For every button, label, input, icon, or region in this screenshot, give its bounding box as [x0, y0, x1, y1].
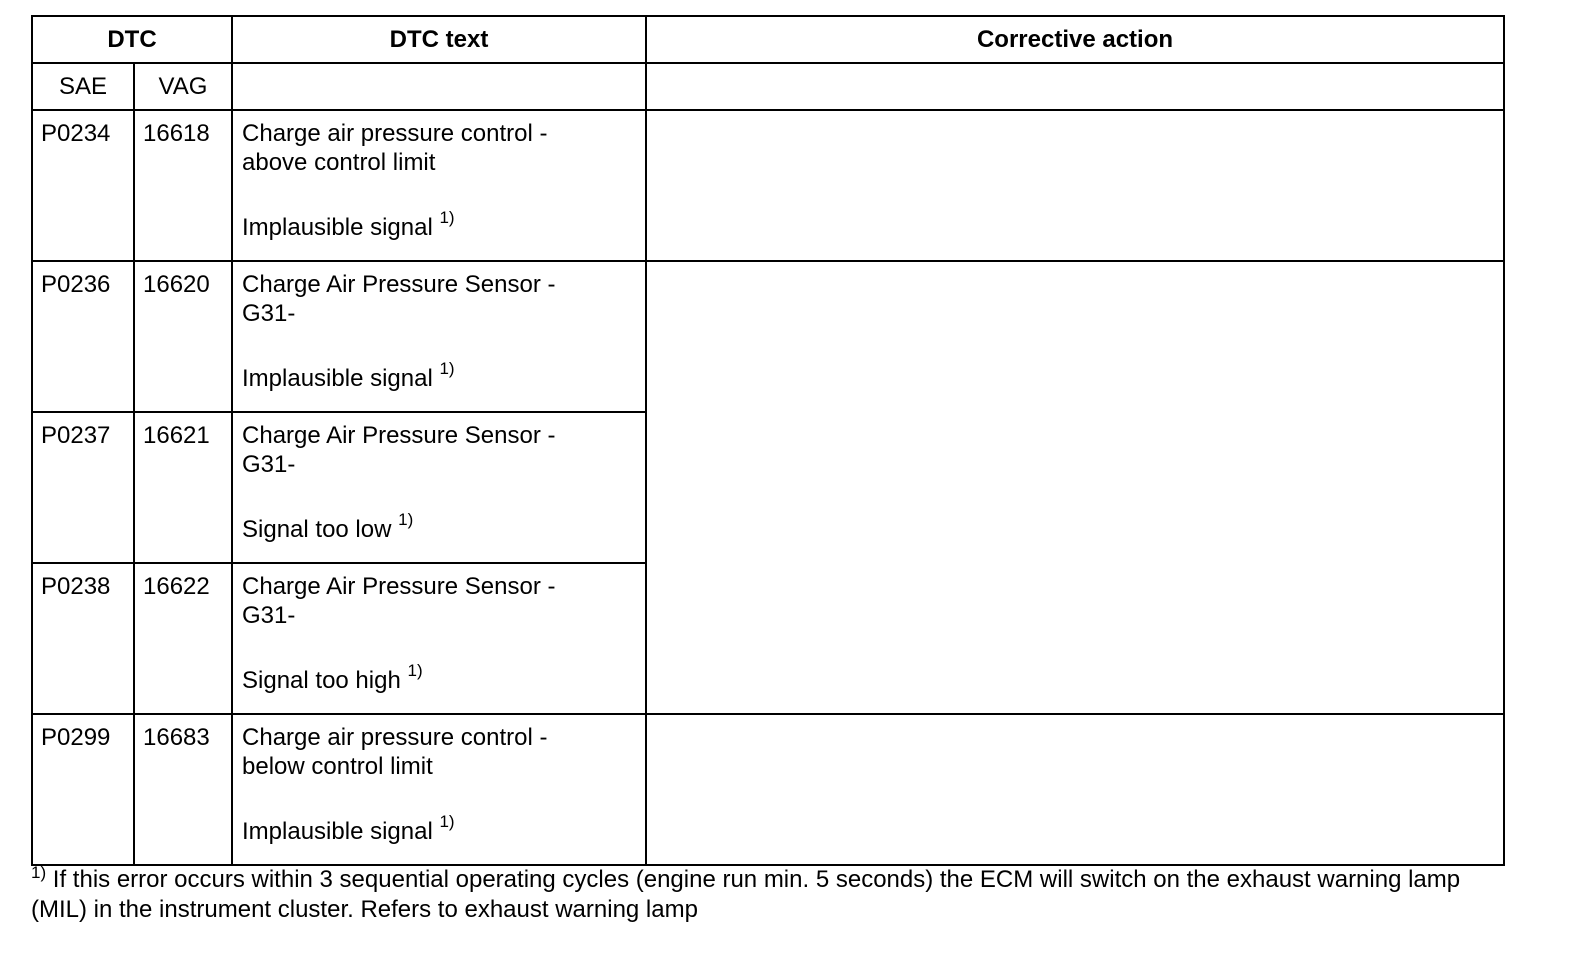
table-row [32, 261, 1504, 412]
header-sae: SAE [32, 63, 134, 110]
dtc-description [232, 110, 646, 261]
corrective-action-cell [646, 714, 1504, 865]
dtc-description [232, 714, 646, 865]
dtc-status: Implausible signal [242, 214, 440, 241]
vag-code: 16621 [134, 412, 232, 563]
dtc-status: Implausible signal [242, 365, 440, 392]
header-dtc-text: DTC text [232, 16, 646, 63]
footnote-ref: 1) [439, 812, 455, 831]
footnote-marker: 1) [31, 863, 47, 882]
corrective-action-cell [646, 110, 1504, 261]
footnote-ref: 1) [407, 661, 423, 680]
sae-code: P0299 [32, 714, 134, 865]
footnote [31, 865, 1491, 925]
table-row [32, 714, 1504, 865]
header-dtc: DTC [32, 16, 232, 63]
dtc-status-line [242, 510, 637, 544]
corrective-action-cell [646, 261, 1504, 714]
header-corrective-action: Corrective action [646, 16, 1504, 63]
footnote-ref: 1) [398, 510, 414, 529]
dtc-status-line [242, 359, 637, 393]
dtc-text-line: above control limit [242, 149, 436, 176]
vag-code: 16683 [134, 714, 232, 865]
footnote-ref: 1) [439, 208, 455, 227]
dtc-status-line [242, 661, 637, 695]
dtc-text-line: G31- [242, 602, 296, 629]
dtc-text-line: Charge Air Pressure Sensor - [242, 271, 556, 298]
sae-code: P0237 [32, 412, 134, 563]
dtc-status-line [242, 208, 637, 242]
header-action-blank [646, 63, 1504, 110]
dtc-description [232, 563, 646, 714]
dtc-text-line: Charge air pressure control - [242, 120, 548, 147]
vag-code: 16620 [134, 261, 232, 412]
vag-code: 16622 [134, 563, 232, 714]
header-dtc-text-blank [232, 63, 646, 110]
dtc-text-line: G31- [242, 300, 296, 327]
dtc-text-line: G31- [242, 451, 296, 478]
dtc-description [232, 412, 646, 563]
vag-code: 16618 [134, 110, 232, 261]
dtc-status: Implausible signal [242, 818, 440, 845]
dtc-status-line [242, 812, 637, 846]
dtc-text-line: below control limit [242, 753, 433, 780]
dtc-description [232, 261, 646, 412]
footnote-ref: 1) [439, 359, 455, 378]
header-vag: VAG [134, 63, 232, 110]
dtc-text-line: Charge Air Pressure Sensor - [242, 573, 556, 600]
footnote-text: If this error occurs within 3 sequential operating cycles (engine run min. 5 seconds) the ECM will switch on the exhaust warning lamp (MIL) in the instrument cluster. Refers to exhaust warning lamp [31, 866, 1461, 923]
table-row [32, 110, 1504, 261]
sae-code: P0234 [32, 110, 134, 261]
dtc-text-line: Charge Air Pressure Sensor - [242, 422, 556, 449]
dtc-table [31, 15, 1505, 866]
sae-code: P0236 [32, 261, 134, 412]
sae-code: P0238 [32, 563, 134, 714]
dtc-status: Signal too low [242, 516, 399, 543]
dtc-status: Signal too high [242, 667, 408, 694]
dtc-text-line: Charge air pressure control - [242, 724, 548, 751]
